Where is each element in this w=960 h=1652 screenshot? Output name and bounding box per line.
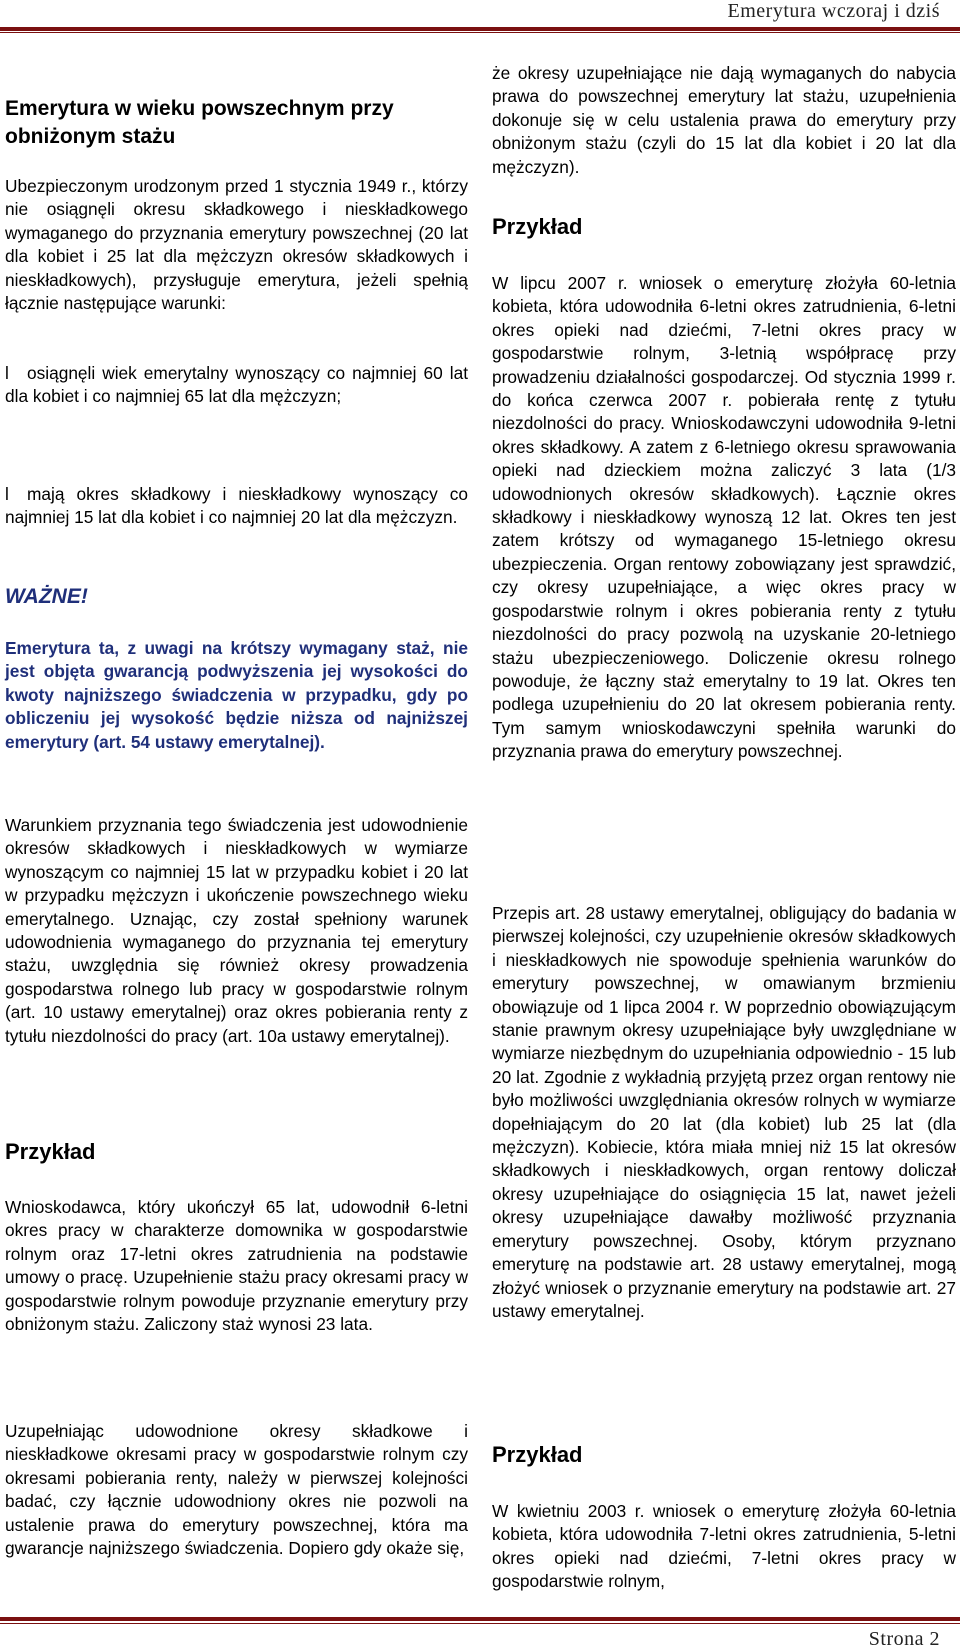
supplement-paragraph: Uzupełniając udowodnione okresy składkowe i nieskładkowe okresami pracy w gospodarstwie rolnym czy okresami pobierania renty, należy w pierwszej kolejności badać, czy łącznie udowodniony okres nie pozwoli na ustalenie prawa do emerytury powszechnej, która ma gwarancje najniższego świadczenia. Dopiero gdy okaże się,: [5, 1421, 468, 1559]
section-heading: Emerytura w wieku powszechnym przy obniżonym stażu: [5, 97, 394, 148]
condition-item-period: [5, 483, 468, 530]
example-heading: Przykład: [5, 1139, 96, 1164]
running-header-title: Emerytura wczoraj i dziś: [727, 0, 940, 22]
page-number: Strona 2: [868, 1628, 940, 1650]
example-heading: Przykład: [492, 1442, 583, 1467]
bullet-marker: l: [5, 363, 9, 383]
footer-rule: [0, 1617, 960, 1621]
condition-text-period: mają okres składkowy i nieskładkowy wynoszący co najmniej 15 lat dla kobiet i co najmniej 20 lat dla mężczyzn.: [5, 484, 468, 528]
header-rule-thin: [0, 32, 960, 33]
condition-paragraph: Warunkiem przyznania tego świadczenia jest udowodnienie okresów składkowych i nieskładkowych w wymiarze wynoszącym co najmniej 15 lat w przypadku kobiet i 20 lat w przypadku mężczyzn i ukończenie powszechnego wieku emerytalnego. Uznając, czy został spełniony warunek udowodnienia wymaganego do przyznania tej emerytury stażu, uwzględnia się również okresy prowadzenia gospodarstwa rolnego lub pracy w gospodarstwie rolnym (art. 10 ustawy emerytalnej) oraz okres pobierania renty z tytułu niezdolności do pracy (art. 10a ustawy emerytalnej).: [5, 815, 468, 1046]
bullet-marker: l: [5, 484, 9, 504]
regulation-paragraph: Przepis art. 28 ustawy emerytalnej, obligujący do badania w pierwszej kolejności, czy uzupełnienie okresów składkowych i nieskładkowych nie spowoduje spełnienia warunków do emerytury powszechnej, w omawianym brzmieniu obowiązuje od 1 lipca 2004 r. W poprzednio obowiązującym stanie prawnym okresy uzupełniające były uwzględniane w wymiarze niezbędnym do uzupełniania odpowiednio - 15 lub 20 lat. Zgodnie z wykładnią przyjętą przez organ rentowy nie było możliwości uwzględniania okresów rolnych w wymiarze dopełniającym do 20 lat (dla kobiet) lub 25 lat (dla mężczyzn). Kobiecie, która miała mniej niż 15 lat okresów składkowych i nieskładkowych, organ rentowy doliczał okresy uzupełniające do osiągnięcia 15 lat, nawet jeżeli okresy uzupełniające dawałby możliwość przyznania emerytury powszechnej. Osoby, którym przyznano emeryturę na podstawie art. 28 ustawy emerytalnej, mogą złożyć wniosek o przyznanie emerytury na podstawie art. 27 ustawy emerytalnej.: [492, 903, 956, 1321]
header-rule: [0, 27, 960, 31]
important-notice: Emerytura ta, z uwagi na krótszy wymagany staż, nie jest objęta gwarancją podwyższenia jej wysokości do kwoty najniższego świadczenia w przypadku, gdy po obliczeniu jej wysokość będzie niższa od najniższej emerytury (art. 54 ustawy emerytalnej).: [5, 638, 468, 752]
condition-text-age: osiągnęli wiek emerytalny wynoszący co najmniej 60 lat dla kobiet i co najmniej 65 lat dla mężczyzn;: [5, 363, 468, 407]
important-label: WAŻNE!: [5, 585, 88, 608]
example-text: W lipcu 2007 r. wniosek o emeryturę złożyła 60-letnia kobieta, która udowodniła 6-letni okres zatrudnienia, 6-letni okres opieki nad dziećmi, 7-letni okres pracy w gospodarstwie rolnym, 3-letnią współpracę przy prowadzeniu działalności gospodarczej. Od stycznia 1999 r. do końca czerwca 2007 r. pobierała rentę z tytułu niezdolności do pracy. Wnioskodawczyni udowodniła 9-letni okres składkowy. A zatem z 6-letniego okresu sprawowania opieki nad dzieckiem można zaliczyć 3 lata (1/3 udowodnionych okresów składkowych). Łącznie okres składkowy i nieskładkowy wynoszą 12 lat. Okres ten jest zatem krótszy od wymaganego 15-letniego okresu ubezpieczenia. Organ rentowy zobowiązany jest sprawdzić, czy okresy uzupełniające, a więc okres pracy w gospodarstwie rolnym i okres pobierania renty z tytułu niezdolności do pracy pozwolą na uzyskanie 20-letniego stażu ubezpieczeniowego. Doliczenie okresu rolnego powoduje, że łączny staż emerytalny to 19 lat. Okres ten podlega uzupełnieniu do 20 lat okresem pobierania renty. Tym samym wnioskodawczyni spełniła warunki do przyznania prawa do emerytury powszechnej.: [492, 273, 956, 762]
example-text: Wnioskodawca, który ukończył 65 lat, udowodnił 6-letni okres pracy w charakterze domownika w gospodarstwie rolnym oraz 17-letni okres zatrudnienia na podstawie umowy o pracę. Uzupełnienie stażu pracy okresami pracy w gospodarstwie rolnym powoduje przyznanie emerytury przy obniżonym stażu. Zaliczony staż wynosi 23 lata.: [5, 1197, 468, 1335]
example-heading: Przykład: [492, 214, 583, 239]
continued-paragraph: że okresy uzupełniające nie dają wymaganych do nabycia prawa do powszechnej emerytury lat stażu, uzupełnienia dokonuje się w celu ustalenia prawa do emerytury przy obniżonym stażu (czyli do 15 lat dla kobiet i 20 lat dla mężczyzn).: [492, 63, 956, 177]
condition-item-age: [5, 362, 468, 409]
footer-rule-thin: [0, 1623, 960, 1624]
example-text: W kwietniu 2003 r. wniosek o emeryturę złożyła 60-letnia kobieta, która udowodniła 7-letni okres zatrudnienia, 5-letni okres opieki nad dziećmi, 7-letni okres pracy w gospodarstwie rolnym,: [492, 1501, 956, 1592]
intro-paragraph: Ubezpieczonym urodzonym przed 1 stycznia 1949 r., którzy nie osiągnęli okresu składkowego i nieskładkowego wymaganego do przyznania emerytury powszechnej (20 lat dla kobiet i 25 lat dla mężczyzn okresów składkowych i nieskładkowych), przysługuje emerytura, jeżeli spełnią łącznie następujące warunki:: [5, 176, 468, 314]
